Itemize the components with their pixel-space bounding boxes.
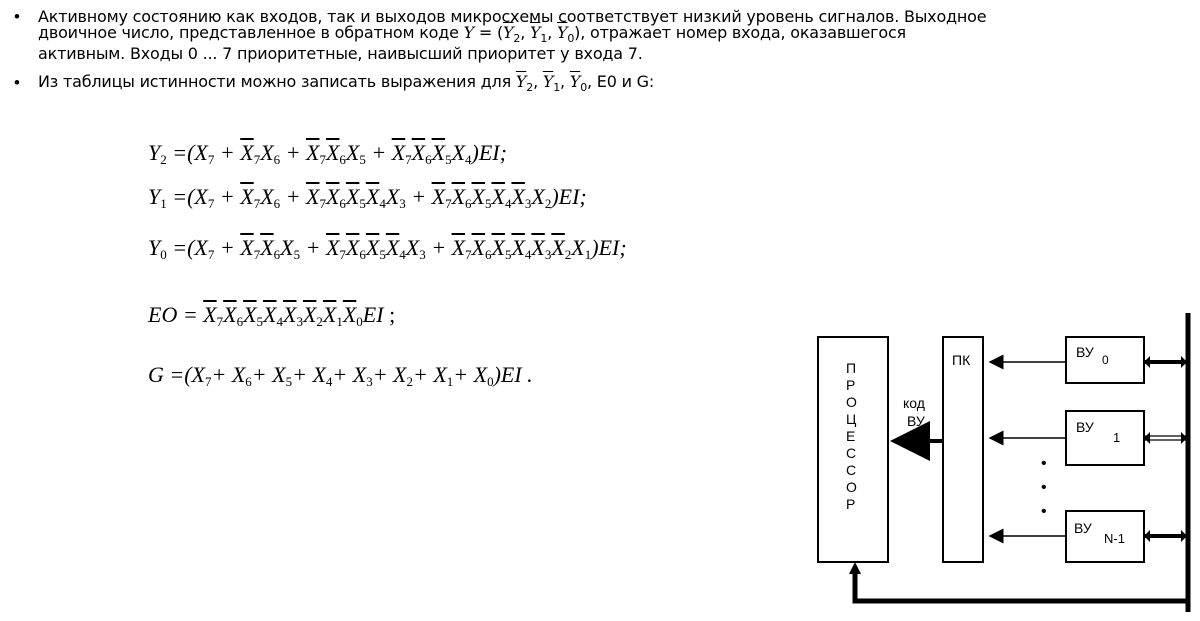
device-label-n: ВУ (1074, 520, 1092, 536)
bullet1-line3: активным. Входы 0 ... 7 приоритетные, наивысший приоритет у входа 7. (38, 44, 643, 64)
bullet-paragraph-2: Из таблицы истинности можно записать выражения для $\overline{Y}_2$, $\overline{Y}_1$, $\overline{Y}_0$, E0 и G: (38, 72, 655, 95)
formula-y0: $Y_0 =(X_7 + \overline{X}_7\overline{X}_6X_5 + \overline{X}_7\overline{X}_6\overline{X}_5\overline{X}_4X_3 + \overline{X}_7\overline{X}_6\overline{X}_5\overline{X}_4\overline{X}_3\overline{X}_2X_1)EI$; (148, 235, 627, 262)
bullet1-line1: Активному состоянию как входов, так и выходов микросхемы соответствует низкий уровень сигналов. Выходное (38, 7, 987, 26)
svg-text:С: С (846, 462, 857, 478)
svg-text:П: П (846, 360, 857, 376)
device-index-n: N-1 (1104, 531, 1125, 546)
svg-text:•: • (1041, 479, 1047, 496)
priority-controller-label: ПК (952, 352, 971, 368)
priority-controller-box (943, 337, 983, 562)
bullet-dot-1: • (14, 7, 20, 26)
svg-text:Р: Р (846, 377, 856, 393)
device-index-1: 1 (1113, 430, 1121, 445)
svg-text:Р: Р (846, 496, 856, 512)
bullet-dot-2: • (14, 73, 20, 92)
device-label-1: ВУ (1076, 419, 1094, 435)
formula-g: $G =(X_7+ X_6+ X_5+ X_4+ X_3+ X_2+ X_1+ X_0)EI$ . (148, 362, 533, 389)
device-label-0: ВУ (1076, 344, 1094, 360)
svg-text:•: • (1041, 455, 1047, 472)
code-label-1: код (903, 395, 925, 411)
ellipsis-dots (1041, 455, 1047, 520)
device-index-0: 0 (1102, 353, 1109, 367)
svg-text:Ц: Ц (846, 411, 857, 427)
bullet1-line2: двоичное число, представленное в обратном коде $Y = (\overline{Y}_2$, $\overline{Y}_1$, $\overline{Y}_0$), отражает номер входа, оказавшегося (38, 22, 906, 45)
feedback-bus (855, 572, 1188, 601)
code-label-2: ВУ (907, 413, 925, 429)
svg-text:О: О (846, 479, 857, 495)
svg-text:•: • (1041, 503, 1047, 520)
svg-text:О: О (846, 394, 857, 410)
svg-text:Е: Е (846, 428, 856, 444)
formula-eo: EO = $\overline{X}_7\overline{X}_6\overline{X}_5\overline{X}_4\overline{X}_3\overline{X}_2\overline{X}_1\overline{X}_0EI$ ; (148, 302, 396, 329)
formula-y2: $Y_2 =(X_7 + \overline{X}_7X_6 + \overline{X}_7\overline{X}_6X_5 + \overline{X}_7\overline{X}_6\overline{X}_5X_4)EI$; (148, 140, 507, 167)
svg-text:С: С (846, 445, 857, 461)
formula-y1: $Y_1 =(X_7 + \overline{X}_7X_6 + \overline{X}_7\overline{X}_6\overline{X}_5\overline{X}_4X_3 + \overline{X}_7\overline{X}_6\overline{X}_5\overline{X}_4\overline{X}_3X_2)EI$; (148, 184, 587, 211)
